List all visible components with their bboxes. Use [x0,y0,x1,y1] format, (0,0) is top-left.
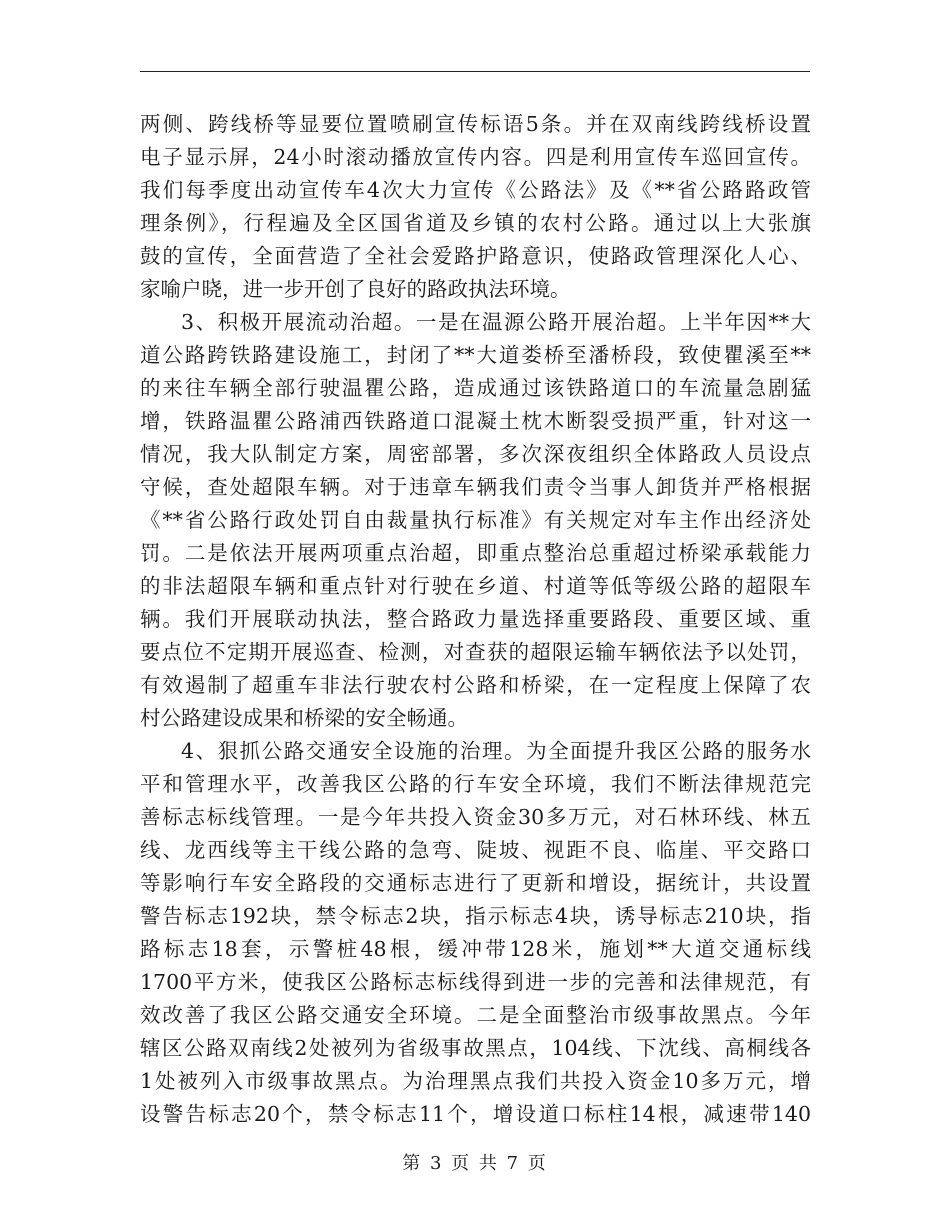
paragraph [140,735,811,1131]
header-rule [140,71,810,72]
text-line: 3、积极开展流动治超。一是在温源公路开展治超。上半年因**大 [181,310,811,334]
text-line: 的来往车辆全部行驶温瞿公路，造成通过该铁路道口的车流量急剧猛 [140,376,811,400]
text-line: 《**省公路行政处罚自由裁量执行标准》有关规定对车主作出经济处 [140,508,811,532]
text-line: 效改善了我区公路交通安全环境。二是全面整治市级事故黑点。今年 [140,1003,811,1027]
text-line: 线、龙西线等主干线公路的急弯、陡坡、视距不良、临崖、平交路口 [140,838,811,862]
text-line: 要点位不定期开展巡查、检测，对查获的超限运输车辆依法予以处罚， [140,640,811,664]
text-line: 的非法超限车辆和重点针对行驶在乡道、村道等低等级公路的超限车 [140,574,811,598]
text-line: 村公路建设成果和桥梁的安全畅通。 [140,706,468,730]
document-body [140,108,811,1131]
text-line: 情况，我大队制定方案，周密部署，多次深夜组织全体路政人员设点 [140,442,811,466]
text-line: 辖区公路双南线2处被列为省级事故黑点，104线、下沈线、高桐线各 [140,1036,811,1060]
text-line: 4、狠抓公路交通安全设施的治理。为全面提升我区公路的服务水 [181,739,811,763]
text-line: 理条例》，行程遍及全区国省道及乡镇的农村公路。通过以上大张旗 [140,211,811,235]
text-line: 有效遏制了超重车非法行驶农村公路和桥梁，在一定程度上保障了农 [140,673,811,697]
text-line: 电子显示屏，24小时滚动播放宣传内容。四是利用宣传车巡回宣传。 [140,145,811,169]
text-line: 平和管理水平，改善我区公路的行车安全环境，我们不断法律规范完 [140,772,811,796]
page-footer: 第 3 页 共 7 页 [402,1153,548,1174]
text-line: 路标志18套，示警桩48根，缓冲带128米，施划**大道交通标线 [140,937,811,961]
text-line: 我们每季度出动宣传车4次大力宣传《公路法》及《**省公路路政管 [140,178,811,202]
text-line: 警告标志192块，禁令标志2块，指示标志4块，诱导标志210块，指 [140,904,811,928]
text-line: 1处被列入市级事故黑点。为治理黑点我们共投入资金10多万元，增 [140,1069,811,1093]
text-line: 守候，查处超限车辆。对于违章车辆我们责令当事人卸货并严格根据 [140,475,811,499]
text-line: 增，铁路温瞿公路浦西铁路道口混凝土枕木断裂受损严重，针对这一 [140,409,811,433]
text-line: 辆。我们开展联动执法，整合路政力量选择重要路段、重要区域、重 [140,607,811,631]
text-line: 等影响行车安全路段的交通标志进行了更新和增设，据统计，共设置 [140,871,811,895]
paragraph [140,108,811,306]
text-line: 鼓的宣传，全面营造了全社会爱路护路意识，使路政管理深化人心、 [140,244,811,268]
text-line: 两侧、跨线桥等显要位置喷刷宣传标语5条。并在双南线跨线桥设置 [140,112,811,136]
text-line: 设警告标志20个，禁令标志11个，增设道口标柱14根，减速带140 [140,1102,811,1126]
text-line: 家喻户晓，进一步开创了良好的路政执法环境。 [140,277,571,301]
text-line: 罚。二是依法开展两项重点治超，即重点整治总重超过桥梁承载能力 [140,541,811,565]
text-line: 善标志标线管理。一是今年共投入资金30多万元，对石林环线、林五 [140,805,811,829]
paragraph [140,306,811,735]
text-line: 道公路跨铁路建设施工，封闭了**大道娄桥至潘桥段，致使瞿溪至** [140,343,811,367]
text-line: 1700平方米，使我区公路标志标线得到进一步的完善和法律规范，有 [140,970,811,994]
